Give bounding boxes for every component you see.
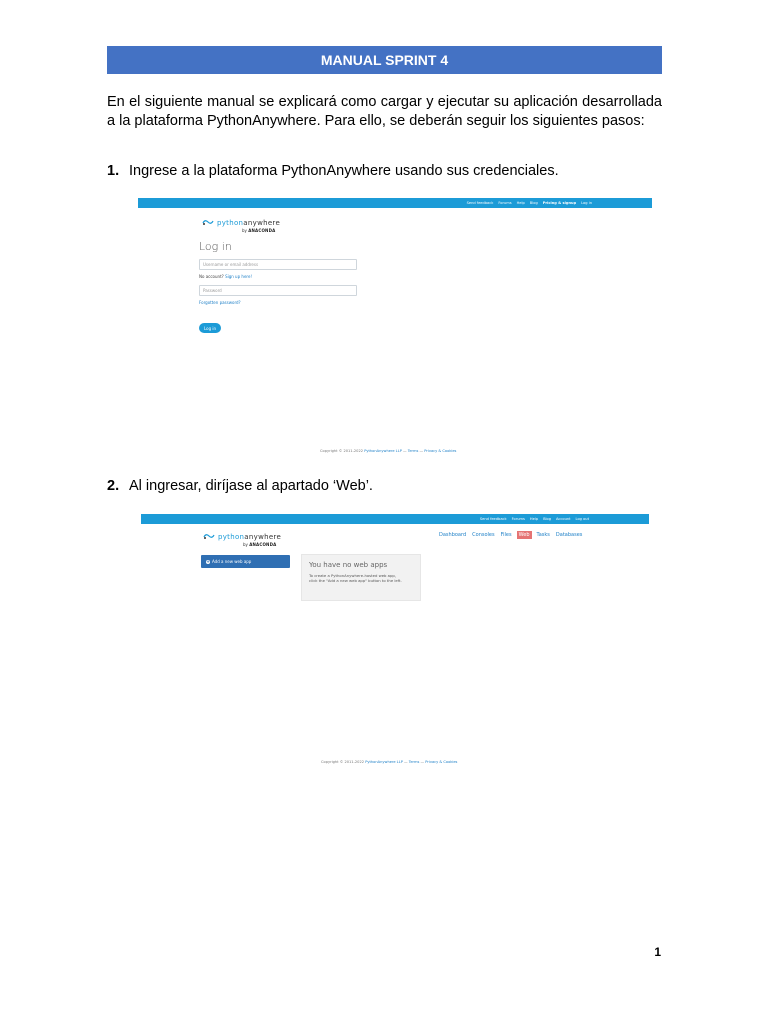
nav-databases[interactable]: Databases — [555, 532, 583, 538]
step-number: 1. — [107, 163, 120, 179]
password-input[interactable]: Password — [199, 285, 357, 296]
snake-icon — [203, 532, 215, 541]
web-screenshot — [141, 514, 649, 776]
nav-files[interactable]: Files — [500, 532, 512, 538]
step-text: Ingrese a la plataforma PythonAnywhere usando sus credenciales. — [129, 163, 559, 179]
nav-link[interactable]: Blog — [529, 201, 538, 205]
nav-web[interactable]: Web — [518, 532, 530, 538]
step-text: Al ingresar, diríjase al apartado ‘Web’. — [129, 478, 373, 494]
privacy-link[interactable]: Privacy & Cookies — [424, 449, 457, 453]
company-link[interactable]: PythonAnywhere LLP — [364, 449, 402, 453]
top-nav-bar — [138, 198, 652, 208]
step-1 — [107, 162, 559, 181]
no-web-apps-text: To create a PythonAnywhere-hosted web app, — [309, 573, 397, 578]
nav-link[interactable]: Pricing & signup — [542, 201, 577, 205]
nav-link[interactable]: Blog — [543, 517, 552, 521]
terms-link[interactable]: Terms — [407, 449, 419, 453]
login-button[interactable]: Log in — [199, 323, 221, 333]
nav-link[interactable]: Help — [516, 201, 525, 205]
nav-link[interactable]: Send feedback — [479, 517, 507, 521]
nav-consoles[interactable]: Consoles — [472, 532, 495, 538]
username-input[interactable]: Username or email address — [199, 259, 357, 270]
footer: Copyright © 2011-2022 PythonAnywhere LLP — Terms — Privacy & Cookies — [321, 760, 458, 764]
forgot-password-link[interactable]: Forgotten password? — [199, 300, 241, 305]
top-nav-bar — [141, 514, 649, 524]
step-number: 2. — [107, 478, 120, 494]
nav-link[interactable]: Forums — [498, 201, 512, 205]
pythonanywhere-logo: pythonanywhere by ANACONDA — [203, 532, 281, 547]
document-title: MANUAL SPRINT 4 — [107, 46, 662, 74]
terms-link[interactable]: Terms — [408, 760, 420, 764]
main-nav — [438, 531, 583, 539]
step-2 — [107, 477, 373, 496]
intro-paragraph: En el siguiente manual se explicará como cargar y ejecutar su aplicación desarrollada a la plataforma PythonAnywhere. Para ello, se deberán seguir los siguientes pasos: — [107, 94, 662, 129]
signup-line: No account? Sign up here! — [199, 274, 253, 279]
login-screenshot — [138, 198, 652, 460]
privacy-link[interactable]: Privacy & Cookies — [425, 760, 458, 764]
footer: Copyright © 2011-2022 PythonAnywhere LLP — Terms — Privacy & Cookies — [320, 449, 457, 453]
nav-link[interactable]: Send feedback — [466, 201, 494, 205]
plus-icon: + — [206, 558, 210, 564]
nav-link[interactable]: Forums — [511, 517, 525, 521]
nav-link[interactable]: Log out — [575, 517, 589, 521]
nav-link[interactable]: Log in — [581, 201, 592, 205]
no-web-apps-text: click the "Add a new web app" button to the left. — [309, 578, 402, 583]
snake-icon — [202, 218, 214, 227]
page-number: 1 — [654, 945, 661, 959]
no-web-apps-heading: You have no web apps — [309, 561, 388, 569]
nav-tasks[interactable]: Tasks — [536, 532, 550, 538]
add-web-app-button[interactable]: + Add a new web app — [201, 555, 290, 568]
nav-link[interactable]: Help — [529, 517, 539, 521]
company-link[interactable]: PythonAnywhere LLP — [365, 760, 403, 764]
no-web-apps-panel — [301, 554, 421, 601]
nav-link[interactable]: Account — [556, 517, 571, 521]
pythonanywhere-logo: pythonanywhere by ANACONDA — [202, 218, 280, 233]
login-heading: Log in — [199, 240, 232, 253]
signup-link[interactable]: Sign up here! — [225, 274, 253, 279]
nav-dashboard[interactable]: Dashboard — [439, 532, 467, 538]
